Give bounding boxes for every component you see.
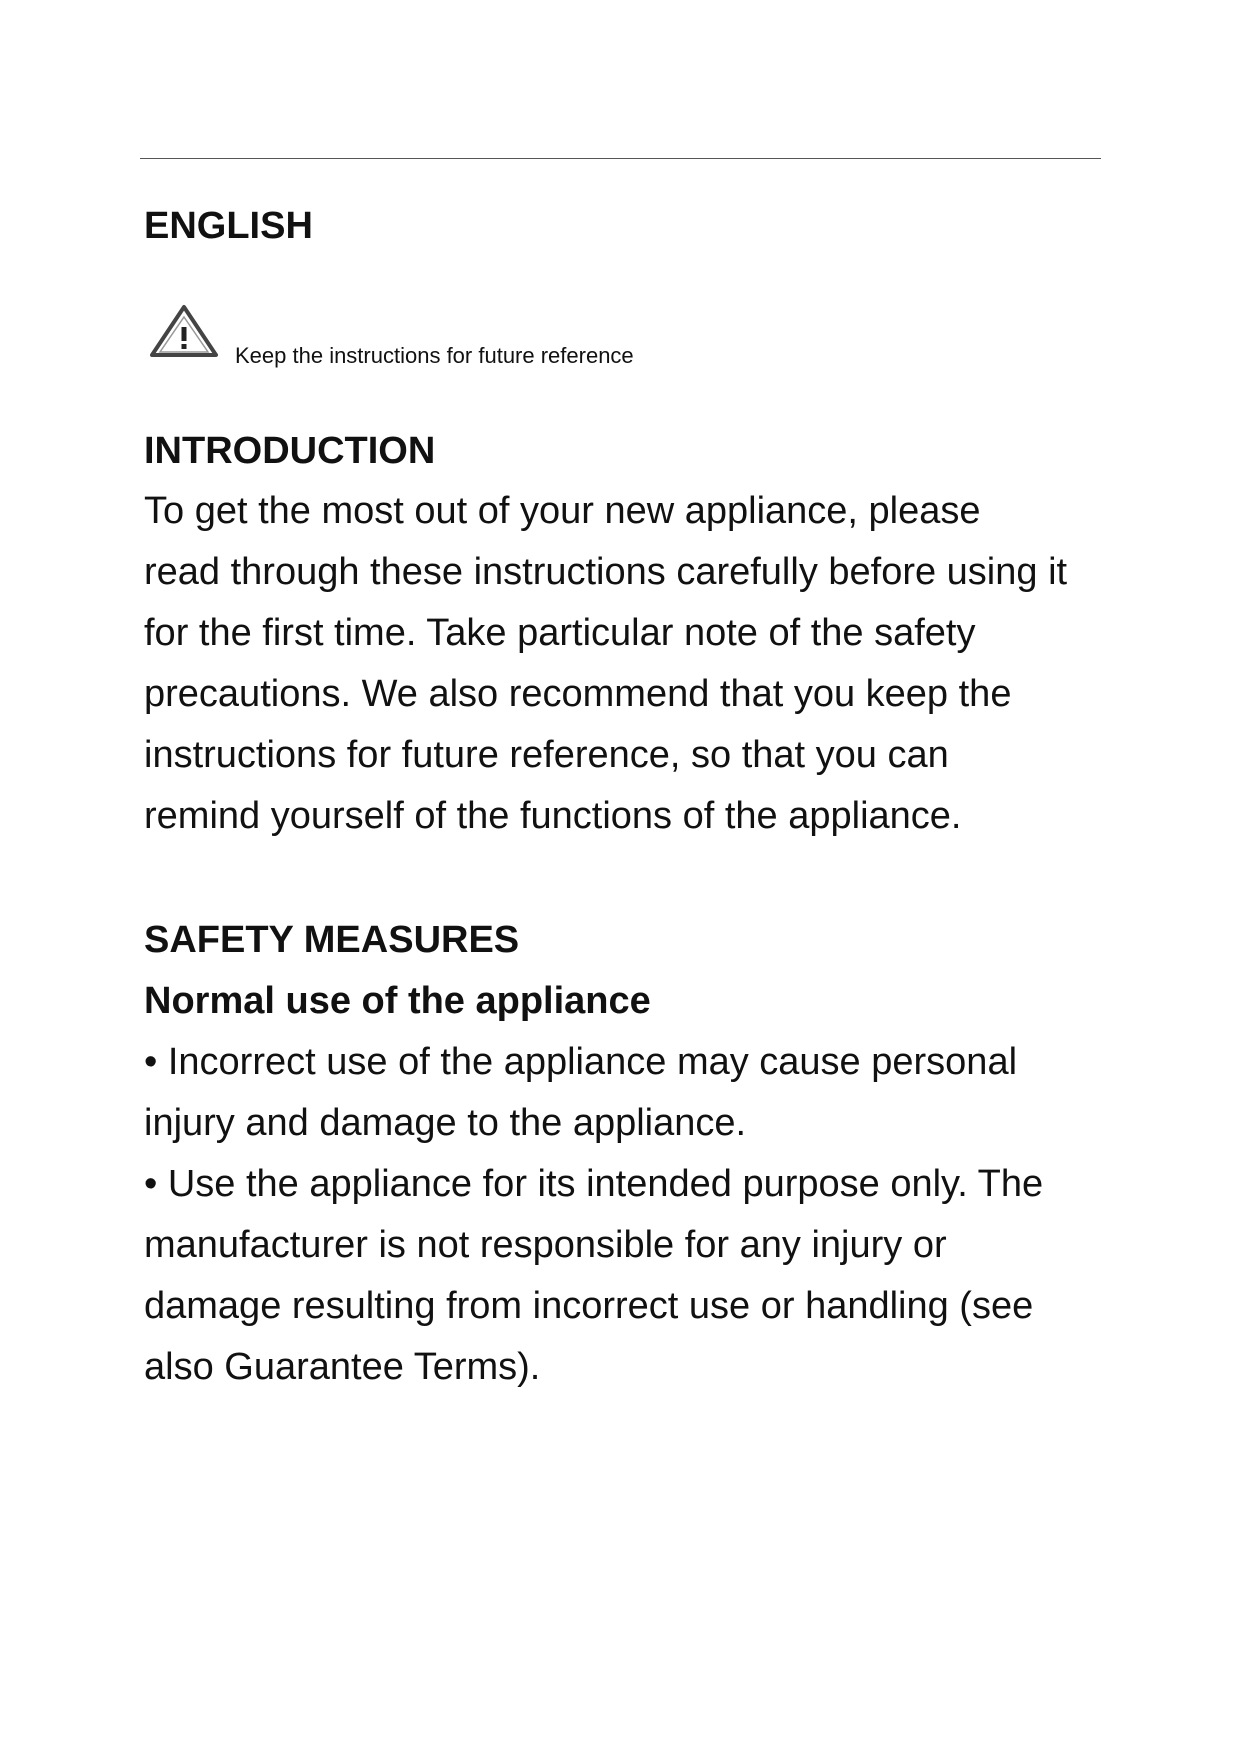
safety-line: damage resulting from incorrect use or handling (see: [144, 1285, 1034, 1327]
normal-use-subheading: Normal use of the appliance: [144, 980, 651, 1022]
safety-line: injury and damage to the appliance.: [144, 1102, 747, 1144]
intro-line: instructions for future reference, so that you can: [144, 734, 949, 776]
intro-line: for the first time. Take particular note of the safety: [144, 612, 976, 654]
intro-line: read through these instructions carefully before using it: [144, 551, 1068, 593]
safety-line: manufacturer is not responsible for any injury or: [144, 1224, 947, 1266]
safety-line: • Use the appliance for its intended purpose only. The: [144, 1163, 1044, 1205]
safety-measures-heading: SAFETY MEASURES: [144, 919, 520, 961]
safety-line: • Incorrect use of the appliance may cause personal: [144, 1041, 1018, 1083]
language-title: ENGLISH: [144, 205, 313, 247]
warning-triangle-icon: [148, 303, 220, 361]
warning-notice: [148, 303, 848, 373]
intro-line: To get the most out of your new appliance, please: [144, 490, 981, 532]
intro-line: precautions. We also recommend that you keep the: [144, 673, 1012, 715]
safety-line: also Guarantee Terms).: [144, 1346, 541, 1388]
warning-text: Keep the instructions for future reference: [235, 343, 634, 368]
top-divider: [140, 158, 1101, 159]
introduction-heading: INTRODUCTION: [144, 430, 436, 472]
intro-line: remind yourself of the functions of the appliance.: [144, 795, 962, 837]
